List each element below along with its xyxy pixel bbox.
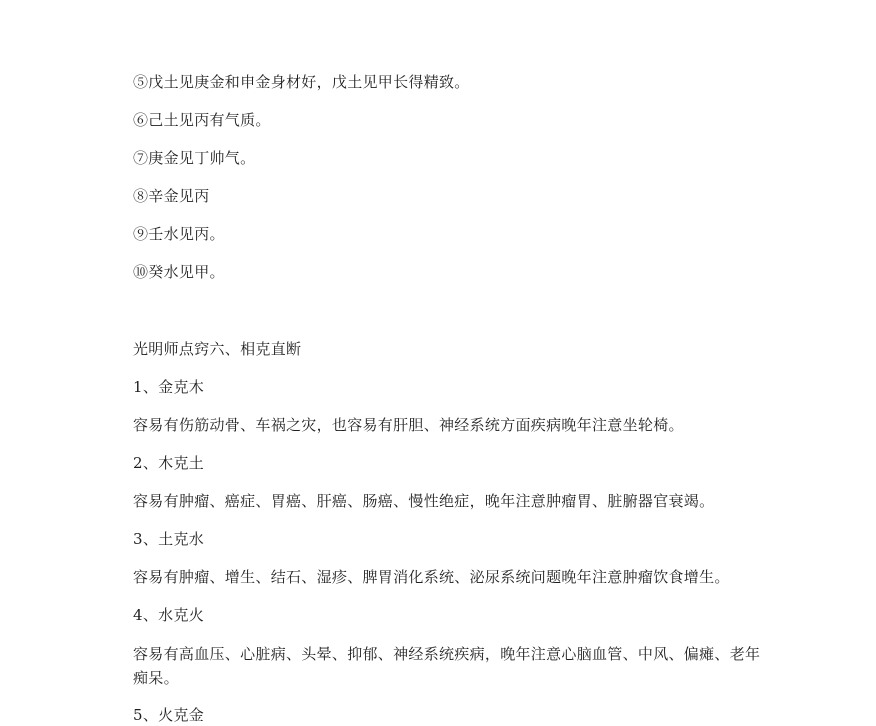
section-title: 光明师点窍六、相克直断 xyxy=(133,340,302,358)
entry-body-3: 容易有肿瘤、增生、结石、湿疹、脾胃消化系统、泌尿系统问题晚年注意肿瘤饮食增生。 xyxy=(133,568,730,586)
item-line-10: ⑩癸水见甲。 xyxy=(133,263,225,281)
entry-heading-3: 3、土克水 xyxy=(133,530,205,548)
entry-heading-2: 2、木克土 xyxy=(133,454,205,472)
item-line-8: ⑧辛金见丙 xyxy=(133,187,210,205)
item-line-6: ⑥己土见丙有气质。 xyxy=(133,111,271,129)
entry-body-2: 容易有肿瘤、癌症、胃癌、肝癌、肠癌、慢性绝症，晚年注意肿瘤胃、脏腑器官衰竭。 xyxy=(133,492,715,510)
entry-body-4: 容易有高血压、心脏病、头晕、抑郁、神经系统疾病，晚年注意心脑血管、中风、偏瘫、老年痴呆。 xyxy=(133,645,761,687)
item-line-9: ⑨壬水见丙。 xyxy=(133,225,225,243)
entry-heading-5: 5、火克金 xyxy=(133,706,205,724)
entry-body-1: 容易有伤筋动骨、车祸之灾，也容易有肝胆、神经系统方面疾病晚年注意坐轮椅。 xyxy=(133,416,684,434)
item-line-5: ⑤戊土见庚金和申金身材好，戊土见甲长得精致。 xyxy=(133,73,470,91)
entry-heading-4: 4、水克火 xyxy=(133,606,205,624)
entry-heading-1: 1、金克木 xyxy=(133,378,205,396)
item-line-7: ⑦庚金见丁帅气。 xyxy=(133,149,256,167)
